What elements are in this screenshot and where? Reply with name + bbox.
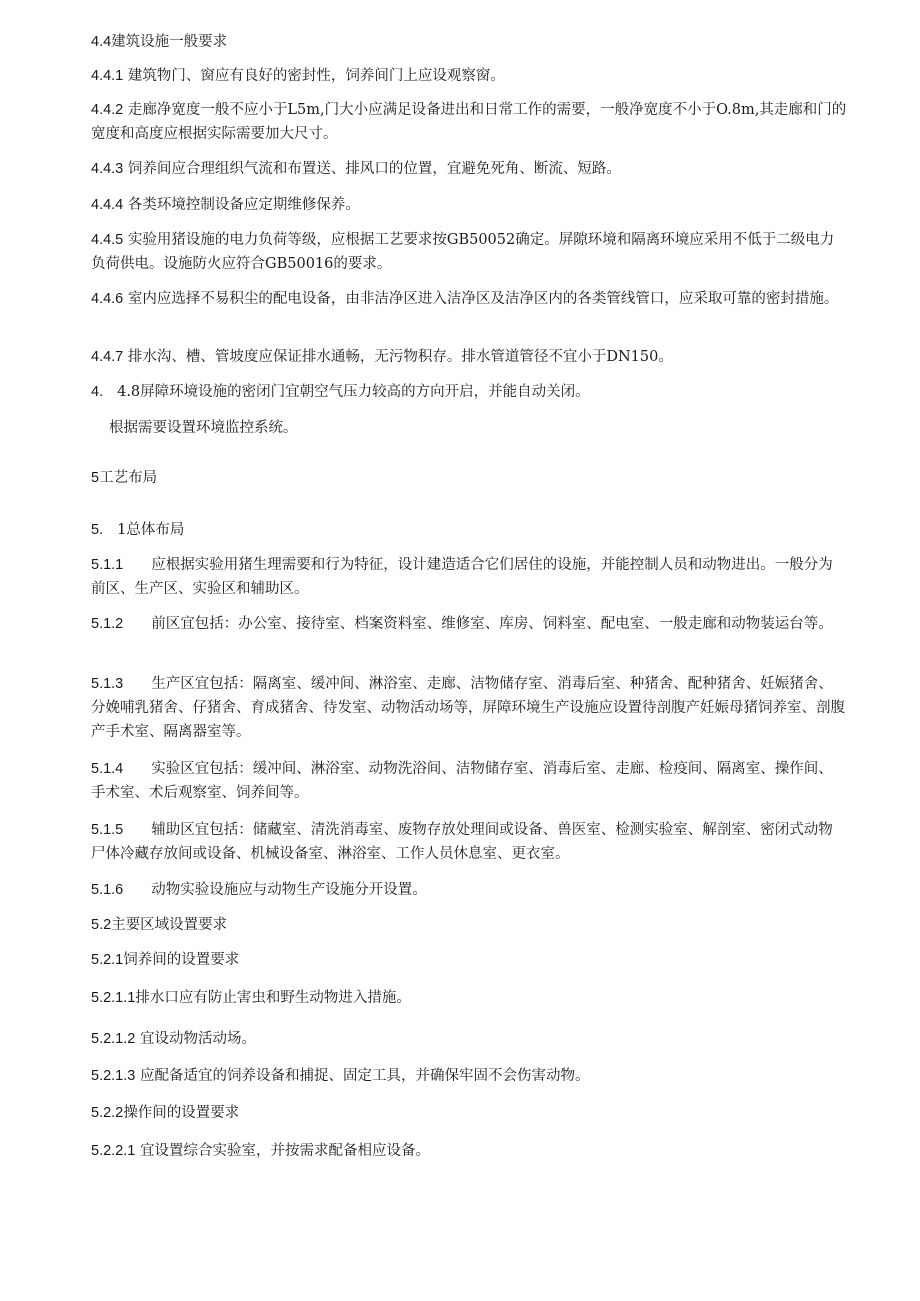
clause-number: 4.4.7 (91, 349, 124, 365)
clause-text: 走廊净宽度一般不应小于L5m,门大小应满足设备进出和日常工作的需要，一般净宽度不小于O.8m,其走廊和门的宽度和高度应根据实际需要加大尺寸。 (91, 102, 847, 142)
clause-number: 4.4.5 (91, 232, 124, 248)
clause-5-1-4 (91, 757, 847, 805)
clause-number: 5.1.4 (91, 761, 124, 777)
section-text: 饲养间的设置要求 (123, 952, 240, 968)
clause-number: 5.2.1.1 (91, 990, 136, 1006)
clause-number: 4.4.3 (91, 161, 124, 177)
clause-4-4-1 (91, 64, 847, 88)
clause-5-2-1-2 (91, 1027, 847, 1051)
clause-number: 5.1.6 (91, 882, 124, 898)
clause-text: 根据需要设置环境监控系统。 (109, 420, 298, 436)
clause-4-4-4 (91, 193, 847, 217)
clause-text: 生产区宜包括：隔离室、缓冲间、淋浴室、走廊、洁物储存室、消毒后室、种猪舍、配种猪舍、妊娠猪舍、分娩哺乳猪舍、仔猪舍、育成猪舍、待发室、动物活动场等，屏障环境生产设施应设置待剖腹产妊娠母猪饲养室、剖腹产手术室、隔离器室等。 (91, 676, 845, 740)
section-5-2-1-heading (91, 948, 847, 972)
clause-text: 动物实验设施应与动物生产设施分开设置。 (151, 882, 427, 898)
clause-4-4-7 (91, 345, 847, 369)
section-number: 5 (91, 470, 100, 486)
clause-text: 宜设置综合实验室，并按需求配备相应设备。 (139, 1143, 430, 1159)
clause-text: 饲养间应合理组织气流和布置送、排风口的位置，宜避免死角、断流、短路。 (127, 161, 621, 177)
clause-text: 实验用猪设施的电力负荷等级，应根据工艺要求按GB50052确定。屏隙环境和隔离环境应采用不低于二级电力负荷供电。设施防火应符合GB50016的要求。 (91, 232, 835, 272)
clause-number: 4.4.4 (91, 197, 124, 213)
section-number: 5.2 (91, 917, 112, 933)
clause-5-1-3 (91, 672, 847, 744)
clause-number: 5.2.1.3 (91, 1068, 136, 1084)
clause-text: 应根据实验用猪生理需要和行为特征，设计建造适合它们居住的设施，并能控制人员和动物进出。一般分为前区、生产区、实验区和辅助区。 (91, 557, 833, 597)
section-5-heading (91, 466, 847, 490)
clause-text: 排水沟、槽、管坡度应保证排水通畅，无污物积存。排水管道管径不宜小于DN150。 (127, 349, 673, 365)
section-5-2-heading (91, 913, 847, 937)
clause-number: 5.1.1 (91, 557, 124, 573)
clause-number: 5.1.3 (91, 676, 124, 692)
clause-text: 前区宜包括：办公室、接待室、档案资料室、维修室、库房、饲料室、配电室、一般走廊和动物装运台等。 (151, 616, 833, 632)
clause-text: 建筑物门、窗应有良好的密封性，饲养间门上应设观察窗。 (127, 68, 505, 84)
section-5-2-2-heading (91, 1101, 847, 1125)
clause-number: 5.1.5 (91, 822, 124, 838)
clause-number: 5.1.2 (91, 616, 124, 632)
clause-4-4-5 (91, 228, 847, 276)
clause-number: 5.2.1.2 (91, 1031, 136, 1047)
section-text: 主要区域设置要求 (111, 917, 228, 933)
clause-5-1-5 (91, 818, 847, 866)
clause-number: 4.4.6 (91, 291, 124, 307)
clause-5-1-1 (91, 553, 847, 601)
section-number: 5. (91, 522, 104, 538)
clause-5-1-2 (91, 612, 847, 636)
section-text: 1总体布局 (117, 522, 185, 538)
clause-text: 4.8屏障环境设施的密闭门宜朝空气压力较高的方向开启，并能自动关闭。 (117, 384, 590, 400)
clause-text: 宜设动物活动场。 (139, 1031, 256, 1047)
clause-number: 4. (91, 384, 104, 400)
clause-4-4-2 (91, 98, 847, 146)
clause-number: 4.4.1 (91, 68, 124, 84)
section-number: 4.4 (91, 34, 112, 50)
section-number: 5.2.1 (91, 952, 124, 968)
clause-4-4-6 (91, 287, 847, 311)
clause-number: 5.2.2.1 (91, 1143, 136, 1159)
section-text: 操作间的设置要求 (123, 1105, 240, 1121)
clause-5-2-1-1 (91, 986, 847, 1010)
clause-text: 排水口应有防止害虫和野生动物进入措施。 (135, 990, 411, 1006)
section-5-1-heading (91, 518, 847, 542)
clause-5-1-6 (91, 878, 847, 902)
clause-5-2-2-1 (91, 1139, 847, 1163)
clause-number: 4.4.2 (91, 102, 124, 118)
section-text: 建筑设施一般要求 (111, 34, 228, 50)
clause-text: 应配备适宜的饲养设备和捕捉、固定工具，并确保牢固不会伤害动物。 (139, 1068, 590, 1084)
clause-4-4-3 (91, 157, 847, 181)
clause-text: 辅助区宜包括：储藏室、清洗消毒室、废物存放处理间或设备、兽医室、检测实验室、解剖室、密闭式动物尸体冷藏存放间或设备、机械设备室、淋浴室、工作人员休息室、更衣室。 (91, 822, 833, 862)
section-number: 5.2.2 (91, 1105, 124, 1121)
clause-4-4-8 (91, 380, 847, 404)
clause-text: 各类环境控制设备应定期维修保养。 (127, 197, 360, 213)
section-4-4-heading (91, 30, 847, 54)
section-text: 工艺布局 (99, 470, 158, 486)
clause-text: 实验区宜包括：缓冲间、淋浴室、动物洗浴间、洁物储存室、消毒后室、走廊、检疫间、隔离室、操作间、手术室、术后观察室、饲养间等。 (91, 761, 833, 801)
clause-monitoring (109, 416, 847, 440)
clause-5-2-1-3 (91, 1064, 847, 1088)
clause-text: 室内应选择不易积尘的配电设备，由非洁净区进入洁净区及洁净区内的各类管线管口，应采取可靠的密封措施。 (127, 291, 839, 307)
